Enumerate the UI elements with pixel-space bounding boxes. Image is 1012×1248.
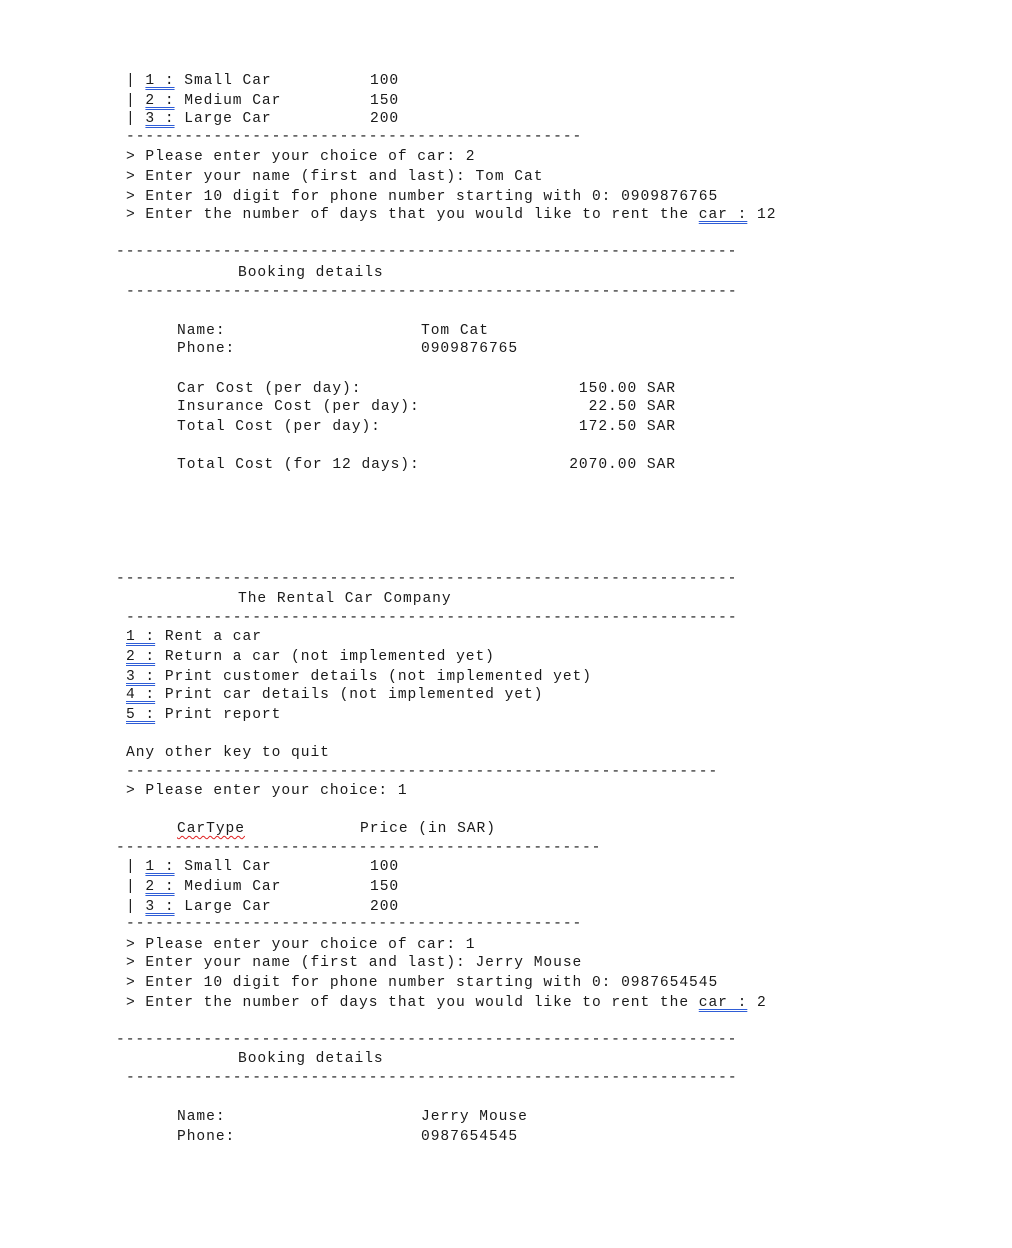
name-value: Jerry Mouse	[421, 1109, 528, 1125]
car-price-large: 200	[370, 899, 400, 915]
divider: ----------------------------------------------------------------	[116, 244, 738, 260]
section-title: Booking details	[238, 1051, 384, 1067]
row-prefix: |	[126, 111, 146, 127]
menu-label: Rent a car	[155, 629, 262, 645]
insurance-cost-value: 22.50 SAR	[588, 399, 676, 415]
column-header-text: CarType	[177, 821, 245, 837]
prompt-menu-choice: > Please enter your choice: 1	[126, 783, 408, 799]
menu-item-report	[126, 706, 281, 725]
car-price-small: 100	[370, 73, 400, 89]
prompt-days	[126, 206, 776, 225]
divider: -----------------------------------------------	[126, 916, 583, 932]
phone-value: 0987654545	[421, 1129, 519, 1145]
total-day-label: Total Cost (per day):	[177, 419, 381, 435]
prompt-name: > Enter your name (first and last): Jerry Mouse	[126, 955, 583, 971]
car-price-medium: 150	[370, 93, 400, 109]
row-code: 2 :	[145, 93, 175, 109]
car-row-medium	[126, 92, 281, 111]
menu-label: Return a car (not implemented yet)	[155, 649, 495, 665]
divider: -----------------------------------------------	[126, 129, 583, 145]
phone-label: Phone:	[177, 1129, 236, 1145]
section-title: The Rental Car Company	[238, 591, 452, 607]
divider: ---------------------------------------------------------------	[126, 1070, 738, 1086]
menu-code: 1 :	[126, 629, 156, 645]
name-value: Tom Cat	[421, 323, 489, 339]
prompt-days-flagged: car :	[698, 207, 748, 223]
menu-item-rent	[126, 628, 262, 647]
row-label: Small Car	[174, 73, 272, 89]
car-price-small: 100	[370, 859, 400, 875]
divider: ---------------------------------------------------------------	[126, 284, 738, 300]
row-prefix: |	[126, 879, 146, 895]
row-label: Large Car	[174, 899, 272, 915]
menu-item-customer-details	[126, 668, 592, 687]
row-code: 3 :	[145, 111, 175, 127]
row-label: Large Car	[174, 111, 272, 127]
prompt-name: > Enter your name (first and last): Tom Cat	[126, 169, 544, 185]
row-code: 1 :	[145, 859, 175, 875]
prompt-car-choice: > Please enter your choice of car: 2	[126, 149, 476, 165]
column-header-car-type	[177, 820, 245, 839]
total-cost-value: 2070.00 SAR	[569, 457, 676, 473]
car-row-large	[126, 110, 272, 129]
divider: ---------------------------------------------------------------	[126, 610, 738, 626]
prompt-phone: > Enter 10 digit for phone number starting with 0: 0987654545	[126, 975, 719, 991]
row-prefix: |	[126, 73, 146, 89]
row-label: Medium Car	[174, 93, 282, 109]
row-prefix: |	[126, 899, 146, 915]
insurance-cost-label: Insurance Cost (per day):	[177, 399, 420, 415]
car-row-medium	[126, 878, 281, 897]
menu-label: Print report	[155, 707, 282, 723]
menu-label: Print customer details (not implemented yet)	[155, 669, 592, 685]
total-day-value: 172.50 SAR	[578, 419, 676, 435]
prompt-days-value: 12	[747, 207, 777, 223]
row-label: Small Car	[174, 859, 272, 875]
row-code: 2 :	[145, 879, 175, 895]
car-price-medium: 150	[370, 879, 400, 895]
car-cost-value: 150.00 SAR	[578, 381, 676, 397]
menu-code: 3 :	[126, 669, 156, 685]
prompt-phone: > Enter 10 digit for phone number starting with 0: 0909876765	[126, 189, 719, 205]
prompt-days-flagged: car :	[698, 995, 748, 1011]
name-label: Name:	[177, 323, 226, 339]
menu-code: 4 :	[126, 687, 156, 703]
divider: ----------------------------------------------------------------	[116, 571, 738, 587]
car-cost-label: Car Cost (per day):	[177, 381, 362, 397]
car-row-small	[126, 72, 272, 91]
prompt-days-text: > Enter the number of days that you would like to rent the	[126, 995, 699, 1011]
phone-value: 0909876765	[421, 341, 519, 357]
prompt-days-value: 2	[747, 995, 767, 1011]
row-prefix: |	[126, 859, 146, 875]
section-title: Booking details	[238, 265, 384, 281]
menu-code: 2 :	[126, 649, 156, 665]
row-label: Medium Car	[174, 879, 282, 895]
prompt-days-text: > Enter the number of days that you would like to rent the	[126, 207, 699, 223]
name-label: Name:	[177, 1109, 226, 1125]
prompt-days	[126, 994, 767, 1013]
menu-item-car-details	[126, 686, 543, 705]
car-price-large: 200	[370, 111, 400, 127]
row-code: 1 :	[145, 73, 175, 89]
column-header-price: Price (in SAR)	[360, 821, 496, 837]
divider: -------------------------------------------------------------	[126, 764, 719, 780]
car-row-small	[126, 858, 272, 877]
row-code: 3 :	[145, 899, 175, 915]
menu-code: 5 :	[126, 707, 156, 723]
prompt-car-choice: > Please enter your choice of car: 1	[126, 937, 476, 953]
divider: ----------------------------------------------------------------	[116, 1032, 738, 1048]
divider: --------------------------------------------------	[116, 840, 602, 856]
menu-item-return	[126, 648, 495, 667]
phone-label: Phone:	[177, 341, 236, 357]
quit-hint: Any other key to quit	[126, 745, 330, 761]
total-cost-label: Total Cost (for 12 days):	[177, 457, 420, 473]
row-prefix: |	[126, 93, 146, 109]
menu-label: Print car details (not implemented yet)	[155, 687, 544, 703]
